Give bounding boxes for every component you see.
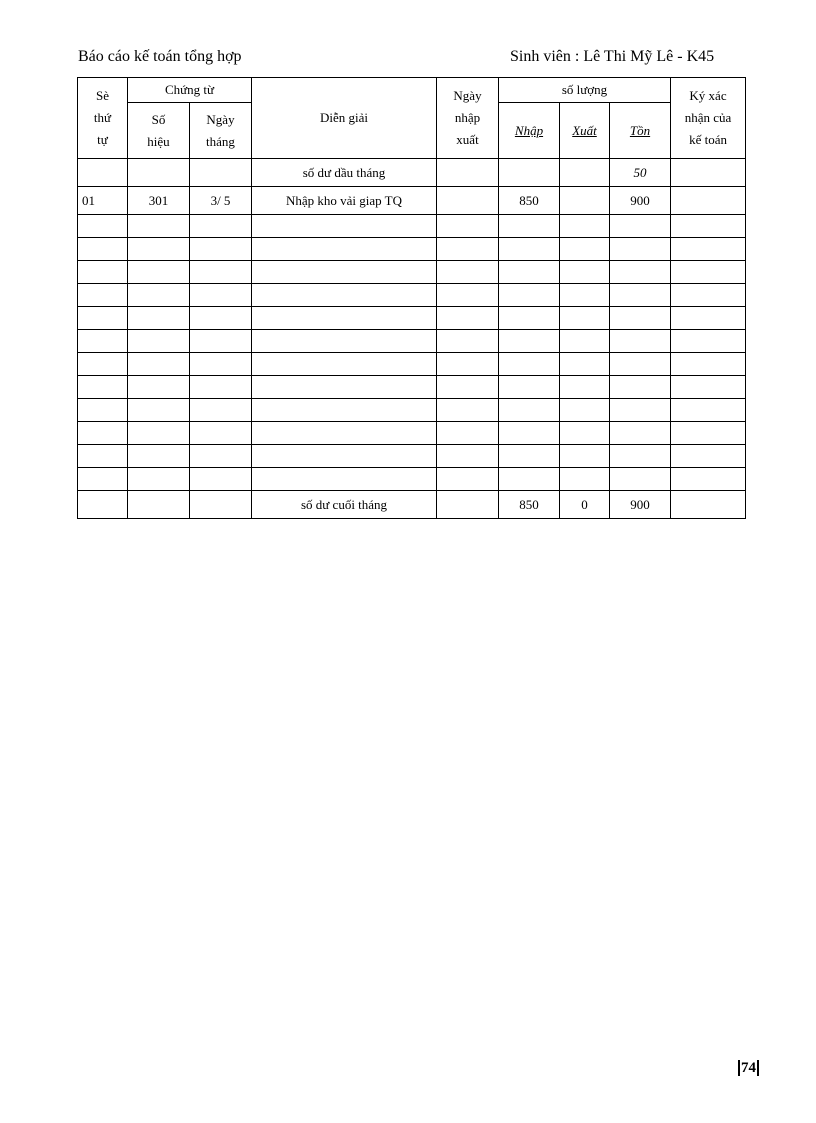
row-sohieu: 301: [128, 187, 190, 215]
col-nhap-header: Nhập: [499, 103, 560, 159]
col-stt-header: Sè thứ tự: [78, 78, 128, 159]
empty-row: [78, 422, 746, 445]
opening-label: số dư dầu tháng: [252, 159, 437, 187]
ledger-table: [77, 77, 746, 519]
empty-row: [78, 307, 746, 330]
empty-row: [78, 330, 746, 353]
opening-row: [78, 159, 746, 187]
col-chungtu-header: Chứng từ: [128, 78, 252, 103]
closing-nhap: 850: [499, 491, 560, 519]
col-ngaythang-header: Ngày tháng: [190, 103, 252, 159]
col-sohieu-header: Số hiệu: [128, 103, 190, 159]
closing-xuat: 0: [560, 491, 610, 519]
student-name: Sinh viên : Lê Thi Mỹ Lê - K45: [510, 48, 715, 65]
row-stt: 01: [78, 187, 128, 215]
empty-row: [78, 353, 746, 376]
row-ngaynx: [437, 187, 499, 215]
col-ngaynx-header: Ngày nhập xuất: [437, 78, 499, 159]
row-ky: [671, 187, 746, 215]
row-diengiai: Nhập kho vải giap TQ: [252, 187, 437, 215]
report-title: Báo cáo kế toán tổng hợp: [78, 48, 242, 65]
opening-ton: 50: [610, 159, 671, 187]
closing-row: [78, 491, 746, 519]
empty-row: [78, 238, 746, 261]
row-nhap: 850: [499, 187, 560, 215]
col-ton-header: Tồn: [610, 103, 671, 159]
empty-row: [78, 445, 746, 468]
col-xuat-header: Xuất: [560, 103, 610, 159]
closing-ton: 900: [610, 491, 671, 519]
empty-row: [78, 399, 746, 422]
row-ton: 900: [610, 187, 671, 215]
empty-row: [78, 376, 746, 399]
empty-row: [78, 468, 746, 491]
row-xuat: [560, 187, 610, 215]
header-row: [78, 78, 746, 103]
closing-label: số dư cuối tháng: [252, 491, 437, 519]
col-soluong-header: số lượng: [499, 78, 671, 103]
empty-row: [78, 215, 746, 238]
table-row: [78, 187, 746, 215]
row-ngay: 3/ 5: [190, 187, 252, 215]
page-number: 74: [738, 1060, 759, 1076]
col-ky-header: Ký xác nhận của kế toán: [671, 78, 746, 159]
col-diengiai-header: Diễn giải: [252, 78, 437, 159]
empty-row: [78, 284, 746, 307]
empty-row: [78, 261, 746, 284]
